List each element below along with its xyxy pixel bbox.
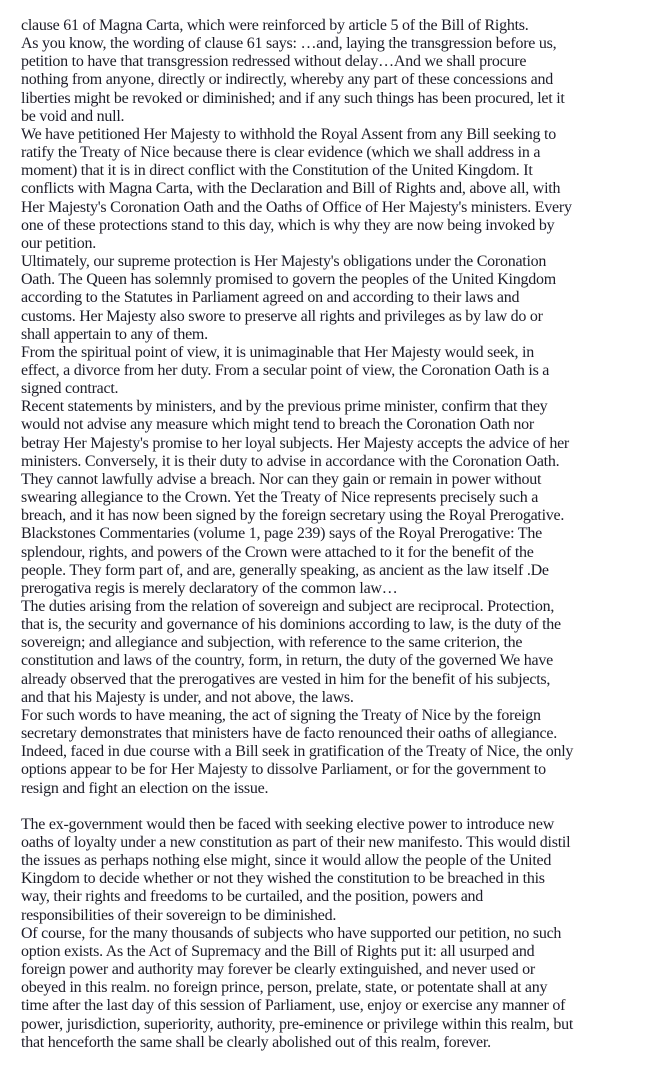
- text-line: our petition.: [21, 234, 96, 252]
- text-line: obeyed in this realm. no foreign prince, person, prelate, state, or potentate shall at any: [21, 979, 548, 997]
- paragraph: [21, 344, 631, 398]
- paragraph: [21, 925, 631, 1052]
- text-line: betray Her Majesty's promise to her loyal subjects. Her Majesty accepts the advice of her: [21, 434, 569, 452]
- text-line: ministers. Conversely, it is their duty to advise in accordance with the Coronation Oath.: [21, 452, 560, 470]
- text-line: oaths of loyalty under a new constitution as part of their new manifesto. This would distil: [21, 834, 571, 852]
- text-line: way, their rights and freedoms to be curtailed, and the position, powers and: [21, 888, 484, 906]
- text-line: Of course, for the many thousands of subjects who have supported our petition, no such: [21, 924, 562, 942]
- text-line: The ex-government would then be faced with seeking elective power to introduce new: [21, 815, 555, 833]
- paragraph: [21, 253, 631, 344]
- text-line: constitution and laws of the country, form, in return, the duty of the governed We have: [21, 652, 553, 670]
- text-line: Kingdom to decide whether or not they wished the constitution to be breached in this: [21, 870, 545, 888]
- text-line: signed contract.: [21, 380, 119, 398]
- text-line: that henceforth the same shall be clearly abolished out of this realm, forever.: [21, 1033, 491, 1051]
- text-line: the issues as perhaps nothing else might, since it would allow the people of the United: [21, 852, 552, 870]
- text-line: The duties arising from the relation of sovereign and subject are reciprocal. Protection,: [21, 598, 555, 615]
- text-line: Blackstones Commentaries (volume 1, page 239) says of the Royal Prerogative: The: [21, 525, 542, 543]
- text-line: option exists. As the Act of Supremacy and the Bill of Rights put it: all usurped and: [21, 942, 535, 960]
- text-line: swearing allegiance to the Crown. Yet the Treaty of Nice represents precisely such a: [21, 489, 539, 507]
- text-line: secretary demonstrates that ministers have de facto renounced their oaths of allegiance.: [21, 725, 557, 743]
- paragraph: [21, 398, 631, 598]
- text-line: effect, a divorce from her duty. From a secular point of view, the Coronation Oath is a: [21, 361, 550, 379]
- text-line: breach, and it has now been signed by the foreign secretary using the Royal Prerogative.: [21, 507, 565, 525]
- text-line: time after the last day of this session of Parliament, use, enjoy or exercise any manner of: [21, 997, 566, 1015]
- paragraph: [21, 707, 631, 798]
- text-line: Her Majesty's Coronation Oath and the Oaths of Office of Her Majesty's ministers. Every: [21, 198, 572, 216]
- text-line: shall appertain to any of them.: [21, 325, 208, 343]
- text-line: people. They form part of, and are, generally speaking, as ancient as the law itself .De: [21, 561, 549, 579]
- text-line: Ultimately, our supreme protection is Her Majesty's obligations under the Coronation: [21, 253, 547, 271]
- text-line: according to the Statutes in Parliament agreed on and according to their laws and: [21, 289, 520, 307]
- text-line: Oath. The Queen has solemnly promised to govern the peoples of the United Kingdom: [21, 271, 556, 289]
- text-line: foreign power and authority may forever be clearly extinguished, and never used or: [21, 961, 535, 979]
- text-line: sovereign; and allegiance and subjection, with reference to the same criterion, the: [21, 634, 523, 652]
- text-line: already observed that the prerogatives are vested in him for the benefit of his subjects,: [21, 670, 551, 688]
- text-line: liberties might be revoked or diminished; and if any such things has been procured, let it: [21, 89, 565, 107]
- text-line: options appear to be for Her Majesty to dissolve Parliament, or for the government to: [21, 761, 546, 779]
- text-line: power, jurisdiction, superiority, authority, pre-eminence or privilege within this realm, but: [21, 1015, 574, 1033]
- paragraph: [21, 17, 631, 35]
- text-line: responsibilities of their sovereign to be diminished.: [21, 906, 337, 924]
- text-line: prerogativa regis is merely declaratory of the common law…: [21, 579, 398, 597]
- text-line: that is, the security and governance of his dominions according to law, is the duty of the: [21, 616, 561, 634]
- text-line: clause 61 of Magna Carta, which were reinforced by article 5 of the Bill of Rights.: [21, 17, 529, 34]
- text-line: Recent statements by ministers, and by the previous prime minister, confirm that they: [21, 398, 548, 416]
- text-line: and that his Majesty is under, and not above, the laws.: [21, 688, 354, 706]
- text-line: be void and null.: [21, 107, 125, 125]
- document-body: [21, 17, 631, 1052]
- text-line: moment) that it is in direct conflict with the Constitution of the United Kingdom. It: [21, 162, 533, 180]
- text-line: customs. Her Majesty also swore to preserve all rights and privileges as by law do or: [21, 307, 543, 325]
- paragraph: [21, 126, 631, 253]
- paragraph: [21, 35, 631, 126]
- text-line: We have petitioned Her Majesty to withhold the Royal Assent from any Bill seeking to: [21, 125, 556, 143]
- text-line: resign and fight an election on the issue.: [21, 779, 269, 797]
- text-line: would not advise any measure which might tend to breach the Coronation Oath nor: [21, 416, 535, 434]
- paragraph: [21, 816, 631, 925]
- text-line: conflicts with Magna Carta, with the Declaration and Bill of Rights and, above all, with: [21, 180, 561, 198]
- text-line: Indeed, faced in due course with a Bill seek in gratification of the Treaty of Nice, the only: [21, 743, 574, 761]
- text-line: They cannot lawfully advise a breach. Nor can they gain or remain in power without: [21, 470, 542, 488]
- text-line: ratify the Treaty of Nice because there is clear evidence (which we shall address in a: [21, 144, 541, 162]
- text-line: petition to have that transgression redressed without delay…And we shall procure: [21, 53, 527, 71]
- paragraph-gap: [21, 798, 631, 816]
- text-line: one of these protections stand to this day, which is why they are now being invoked by: [21, 216, 555, 234]
- text-line: splendour, rights, and powers of the Crown were attached to it for the benefit of the: [21, 543, 534, 561]
- text-line: nothing from anyone, directly or indirectly, whereby any part of these concessions and: [21, 71, 553, 89]
- text-line: For such words to have meaning, the act of signing the Treaty of Nice by the foreign: [21, 706, 541, 724]
- text-line: As you know, the wording of clause 61 says: …and, laying the transgression before us,: [21, 35, 557, 53]
- paragraph: [21, 598, 631, 707]
- text-line: From the spiritual point of view, it is unimaginable that Her Majesty would seek, in: [21, 343, 534, 361]
